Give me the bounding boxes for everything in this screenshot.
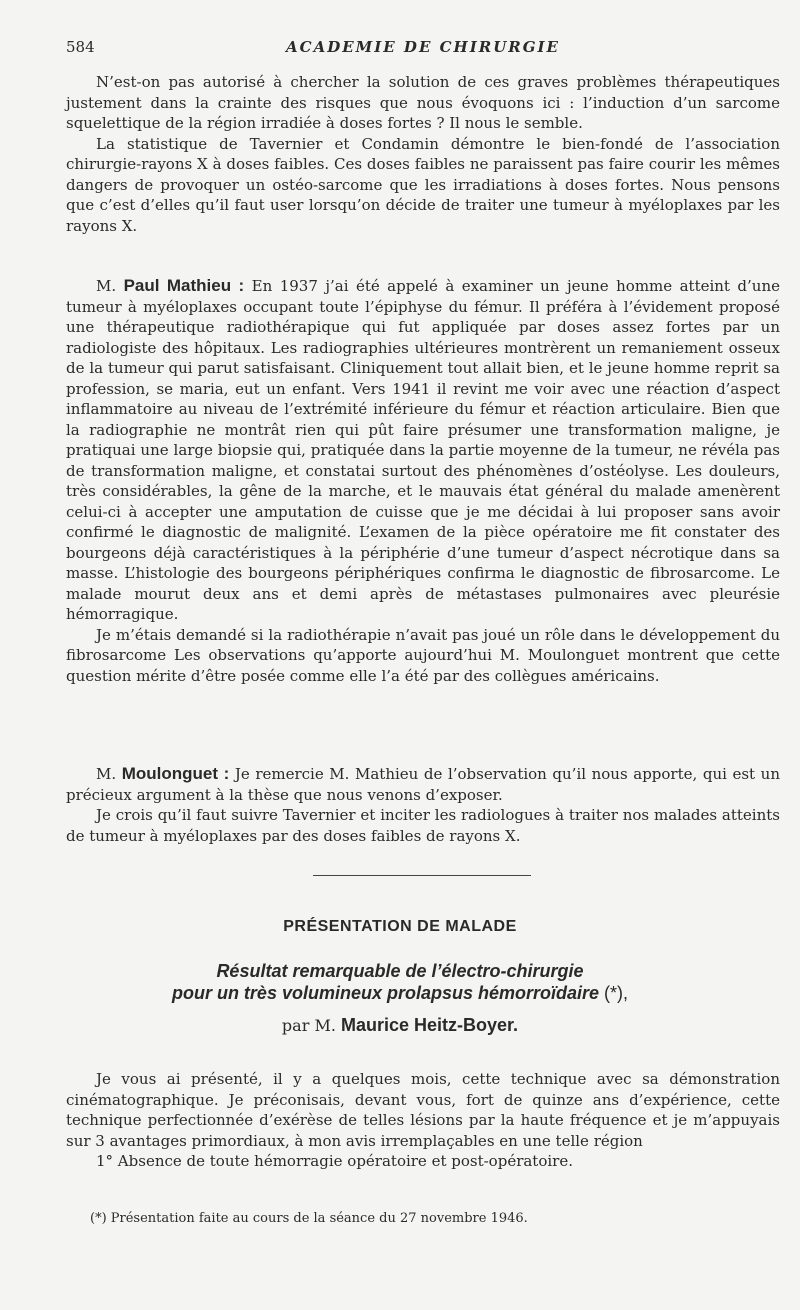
speaker-name: Paul Mathieu : bbox=[123, 276, 245, 295]
moulonguet-text-1: Je remercie M. Mathieu de l’observation qu’il nous apporte, qui est un précieux argument à la thèse que nous venons d’exposer. bbox=[66, 765, 780, 804]
mathieu-intervention bbox=[66, 276, 780, 686]
presentation-paragraph-2: 1° Absence de toute hémorragie opératoire et post-opératoire. bbox=[96, 1152, 573, 1170]
paragraph-opening-1: N’est-on pas autorisé à chercher la solution de ces graves problèmes thérapeutiques justement dans la crainte des risques que nous évoquons ici : l’induction d’un sarcome squelettique de la région irradiée à doses fortes ? Il nous le semble. bbox=[66, 73, 780, 132]
page-number: 584 bbox=[66, 38, 95, 56]
running-title: ACADEMIE DE CHIRURGIE bbox=[286, 38, 560, 56]
section-divider bbox=[313, 875, 531, 876]
mathieu-paragraph-2: Je m’étais demandé si la radiothérapie n’avait pas joué un rôle dans le développement du fibrosarcome Les observations qu’apporte aujourd’hui M. Moulonguet montrent que cette question mérite d’être posée comme elle l’a été par des collègues américains. bbox=[66, 625, 780, 685]
paragraph-opening-2: La statistique de Tavernier et Condamin démontre le bien-fondé de l’association chirurgie-rayons X à doses faibles. Ces doses faibles ne paraissent pas faire courir les mêmes dangers de provoquer un ostéo-sarcome que les irradiations à doses fortes. Nous pensons que c’est d’elles qu’il faut user lorsqu’on décide de traiter une tumeur à myéloplaxes par les rayons X. bbox=[66, 134, 780, 235]
footnote: (*) Présentation faite au cours de la séance du 27 novembre 1946. bbox=[90, 1211, 528, 1226]
author-name: Maurice Heitz-Boyer. bbox=[341, 1015, 519, 1035]
paper-title-line-1: Résultat remarquable de l’électro-chirurgie bbox=[216, 961, 584, 981]
speaker-prefix: M. bbox=[96, 765, 117, 783]
mathieu-paragraph-1 bbox=[66, 276, 780, 625]
byline bbox=[0, 1015, 800, 1036]
section-heading: PRÉSENTATION DE MALADE bbox=[283, 918, 517, 935]
paper-title-line-2-text: pour un très volumineux prolapsus hémorroïdaire bbox=[171, 983, 600, 1003]
speaker-name: Moulonguet : bbox=[121, 764, 230, 783]
paper-title bbox=[0, 960, 800, 1004]
presentation-paragraph-1: Je vous ai présenté, il y a quelques mois, cette technique avec sa démonstration cinématographique. Je préconisais, devant vous, fort de quinze ans d’expérience, cette technique perfectionnée d’exérèse de telles lésions par la haute fréquence et je m’appuyais sur 3 avantages primordiaux, à mon avis irremplaçables en une telle région bbox=[66, 1070, 780, 1150]
moulonguet-paragraph-1 bbox=[66, 764, 780, 805]
speaker-prefix: M. bbox=[96, 277, 117, 295]
presentation-text bbox=[66, 1069, 780, 1172]
moulonguet-paragraph-2: Je crois qu’il faut suivre Tavernier et inciter les radiologues à traiter nos malades atteints de tumeur à myéloplaxes par des doses faibles de rayons X. bbox=[66, 806, 780, 845]
mathieu-text-1: En 1937 j’ai été appelé à examiner un jeune homme atteint d’une tumeur à myéloplaxes occupant toute l’épiphyse du fémur. Il préféra à l’évidement proposé une thérapeutique radiothérapique qui fut appliquée par doses assez fortes par un radiologiste des hôpitaux. Les radiographies ultérieures montrèrent un remaniement osseux de la tumeur qui parut satisfaisant. Cliniquement tout allait bien, et le jeune homme reprit sa profession, se maria, eut un enfant. Vers 1941 il revint me voir avec une réaction d’aspect inflammatoire au niveau de l’extrémité inférieure du fémur et réaction articulaire. Bien que la radiographie ne montrât rien qui pût faire présumer une transformation maligne, je pratiquai une large biopsie qui, pratiquée dans la partie moyenne de la tumeur, ne révéla pas de transformation maligne, et constatai surtout des phénomènes d’ostéolyse. Les douleurs, très considérables, la gêne de la marche, et le mauvais état général du malade amenèrent celui-ci à accepter une amputation de cuisse que je me décidai à lui proposer sans avoir confirmé le diagnostic de malignité. L’examen de la pièce opératoire me fit constater des bourgeons déjà caractéristiques à la périphérie d’une tumeur d’aspect nécrotique dans sa masse. L’histologie des bourgeons périphériques confirma le diagnostic de fibrosarcome. Le malade mourut deux ans et demi après de métastases pulmonaires avec pleurésie hémorragique. bbox=[66, 277, 780, 623]
byline-prefix: par M. bbox=[281, 1016, 336, 1035]
moulonguet-intervention bbox=[66, 764, 780, 846]
opening-text bbox=[66, 72, 780, 236]
paper-title-line-2 bbox=[0, 982, 800, 1004]
footnote-marker: (*), bbox=[604, 983, 629, 1003]
page-header bbox=[66, 38, 776, 62]
